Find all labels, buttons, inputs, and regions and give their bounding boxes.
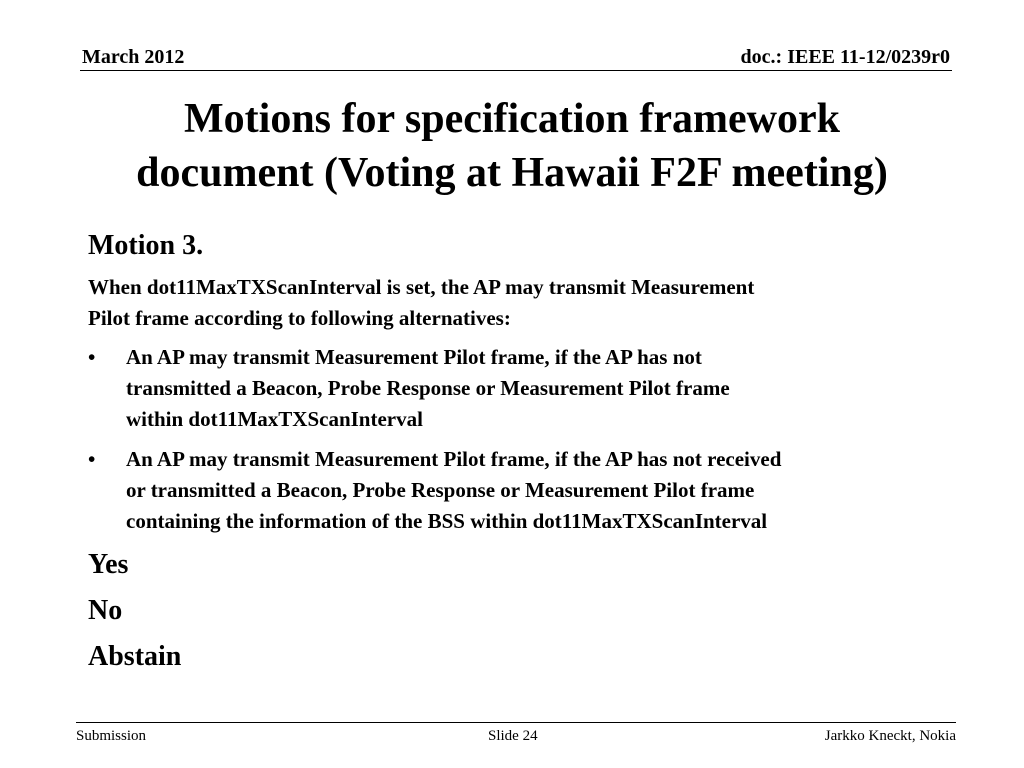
vote-option-yes: Yes	[88, 549, 129, 580]
bullet-line: or transmitted a Beacon, Probe Response or Measurement Pilot frame	[126, 478, 755, 502]
bullet-item	[88, 342, 948, 435]
footer-author: Jarkko Kneckt, Nokia	[824, 728, 956, 744]
bullet-mark: •	[88, 345, 96, 369]
slide-header	[80, 44, 952, 71]
vote-option-no: No	[88, 595, 123, 626]
slide-title-line: document (Voting at Hawaii F2F meeting)	[136, 150, 888, 196]
bullet-line: transmitted a Beacon, Probe Response or Measurement Pilot frame	[126, 376, 730, 400]
footer-submission: Submission	[76, 728, 147, 744]
bullet-item	[88, 444, 948, 537]
slide-title	[40, 92, 984, 200]
bullet-line: containing the information of the BSS within dot11MaxTXScanInterval	[126, 509, 768, 533]
header-doc-id: doc.: IEEE 11-12/0239r0	[740, 46, 950, 68]
motion-intro-line: Pilot frame according to following alternatives:	[88, 306, 511, 330]
motion-intro-line: When dot11MaxTXScanInterval is set, the AP may transmit Measurement	[88, 275, 755, 299]
slide-title-line: Motions for specification framework	[184, 96, 840, 142]
bullet-line: within dot11MaxTXScanInterval	[126, 407, 423, 431]
slide-body	[88, 228, 948, 675]
footer-slide-number: Slide 24	[488, 728, 538, 744]
vote-option-abstain: Abstain	[88, 641, 182, 672]
bullet-mark: •	[88, 447, 96, 471]
slide-footer	[76, 722, 956, 753]
bullet-line: An AP may transmit Measurement Pilot frame, if the AP has not received	[126, 447, 782, 471]
bullet-line: An AP may transmit Measurement Pilot frame, if the AP has not	[126, 345, 702, 369]
motion-heading: Motion 3.	[88, 230, 204, 261]
header-date: March 2012	[82, 46, 185, 68]
motion-intro	[88, 272, 948, 334]
